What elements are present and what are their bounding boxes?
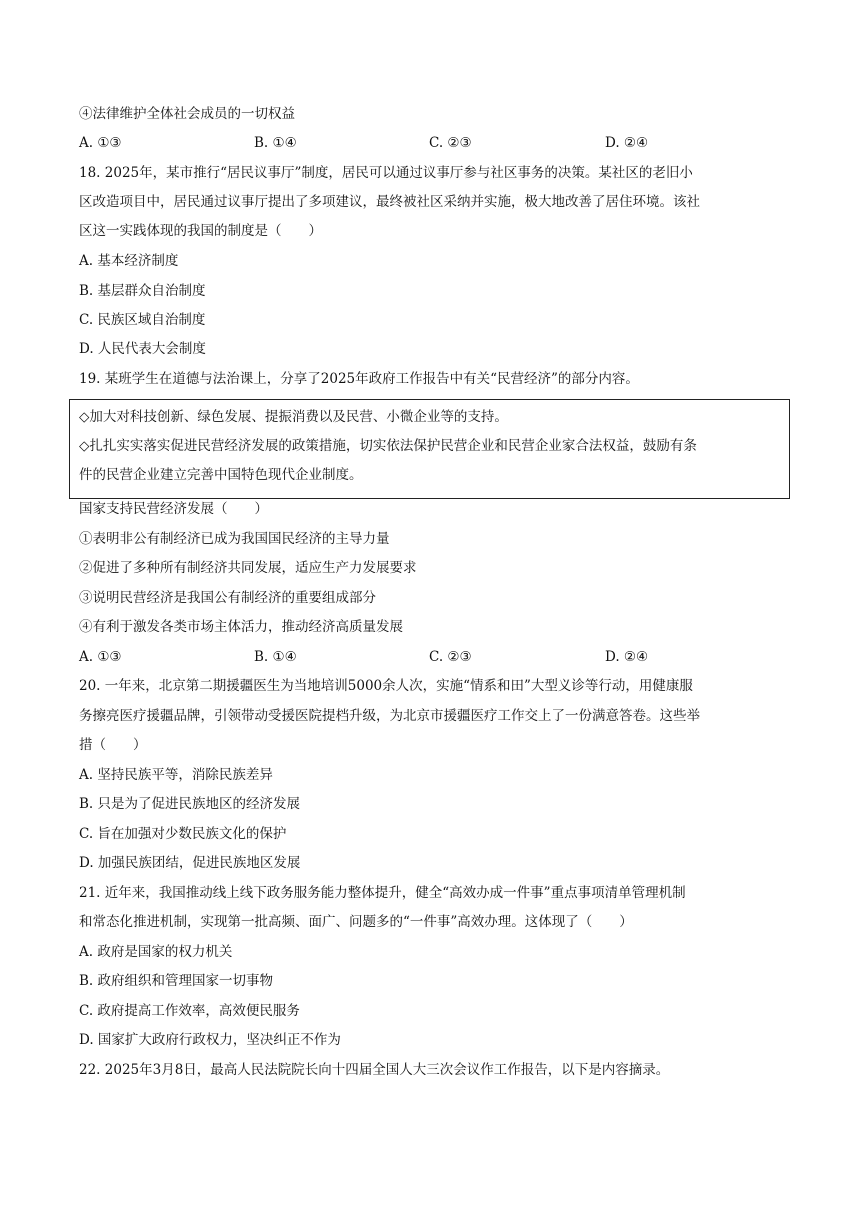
- q19-item-1: ①表明非公有制经济已成为我国国民经济的主导力量: [79, 531, 390, 547]
- q19-item-4: ④有利于激发各类市场主体活力，推动经济高质量发展: [79, 619, 403, 635]
- q19-box-line-1: ◇加大对科技创新、绿色发展、提振消费以及民营、小微企业等的支持。: [79, 409, 508, 425]
- q19-item-3: ③说明民营经济是我国公有制经济的重要组成部分: [79, 590, 376, 606]
- q21-option-b[interactable]: B. 政府组织和管理国家一切事物: [79, 973, 274, 989]
- q18-stem-line-1: 18. 2025年，某市推行“居民议事厅”制度，居民可以通过议事厅参与社区事务的决策。某社区的老旧小: [79, 165, 693, 181]
- q19-item-2: ②促进了多种所有制经济共同发展，适应生产力发展要求: [79, 560, 417, 576]
- q19-option-b[interactable]: B. ①④: [254, 649, 297, 665]
- q22-stem: 22. 2025年3月8日，最高人民法院院长向十四届全国人大三次会议作工作报告，以下是内容摘录。: [79, 1062, 670, 1078]
- q20-option-c[interactable]: C. 旨在加强对少数民族文化的保护: [79, 826, 287, 842]
- q18-option-a[interactable]: A. 基本经济制度: [79, 253, 179, 269]
- q19-option-d[interactable]: D. ②④: [605, 649, 649, 665]
- q20-stem-line-1: 20. 一年来，北京第二期援疆医生为当地培训5000余人次，实施“情系和田”大型义诊等行动，用健康服: [79, 678, 693, 694]
- q19-option-c[interactable]: C. ②③: [429, 649, 472, 665]
- q21-option-a[interactable]: A. 政府是国家的权力机关: [79, 944, 233, 960]
- q20-stem-line-2: 务擦亮医疗援疆品牌，引领带动受援医院提档升级，为北京市援疆医疗工作交上了一份满意答卷。这些举: [79, 708, 700, 724]
- q21-stem-line-2: 和常态化推进机制，实现第一批高频、面广、问题多的“一件事”高效办理。这体现了（ ）: [79, 914, 633, 930]
- q19-box-line-2: ◇扎扎实实落实促进民营经济发展的政策措施，切实依法保护民营企业和民营企业家合法权益，鼓励有条: [79, 438, 697, 454]
- q21-stem-line-1: 21. 近年来，我国推动线上线下政务服务能力整体提升，健全“高效办成一件事”重点事项清单管理机制: [79, 885, 686, 901]
- q18-stem-line-2: 区改造项目中，居民通过议事厅提出了多项建议，最终被社区采纳并实施，极大地改善了居住环境。该社: [79, 194, 700, 210]
- q20-option-a[interactable]: A. 坚持民族平等，消除民族差异: [79, 767, 273, 783]
- q17-option-b[interactable]: B. ①④: [254, 135, 297, 151]
- q19-stem: 19. 某班学生在道德与法治课上，分享了2025年政府工作报告中有关“民营经济”的部分内容。: [79, 371, 639, 387]
- q19-option-a[interactable]: A. ①③: [79, 649, 122, 665]
- q18-option-b[interactable]: B. 基层群众自治制度: [79, 283, 206, 299]
- q18-option-c[interactable]: C. 民族区域自治制度: [79, 312, 206, 328]
- q21-option-d[interactable]: D. 国家扩大政府行政权力，坚决纠正不作为: [79, 1032, 341, 1048]
- q18-stem-line-3: 区这一实践体现的我国的制度是（ ）: [79, 223, 322, 239]
- q21-option-c[interactable]: C. 政府提高工作效率，高效便民服务: [79, 1003, 300, 1019]
- q17-option-a[interactable]: A. ①③: [79, 135, 122, 151]
- q17-option-c[interactable]: C. ②③: [429, 135, 472, 151]
- q17-item-4: ④法律维护全体社会成员的一切权益: [79, 106, 295, 122]
- q17-option-d[interactable]: D. ②④: [605, 135, 649, 151]
- q20-option-b[interactable]: B. 只是为了促进民族地区的经济发展: [79, 796, 301, 812]
- q18-option-d[interactable]: D. 人民代表大会制度: [79, 341, 206, 357]
- q20-option-d[interactable]: D. 加强民族团结，促进民族地区发展: [79, 855, 301, 871]
- q19-question: 国家支持民营经济发展（ ）: [79, 501, 268, 517]
- q20-stem-line-3: 措（ ）: [79, 737, 147, 753]
- q19-box-line-3: 件的民营企业建立完善中国特色现代企业制度。: [79, 467, 363, 483]
